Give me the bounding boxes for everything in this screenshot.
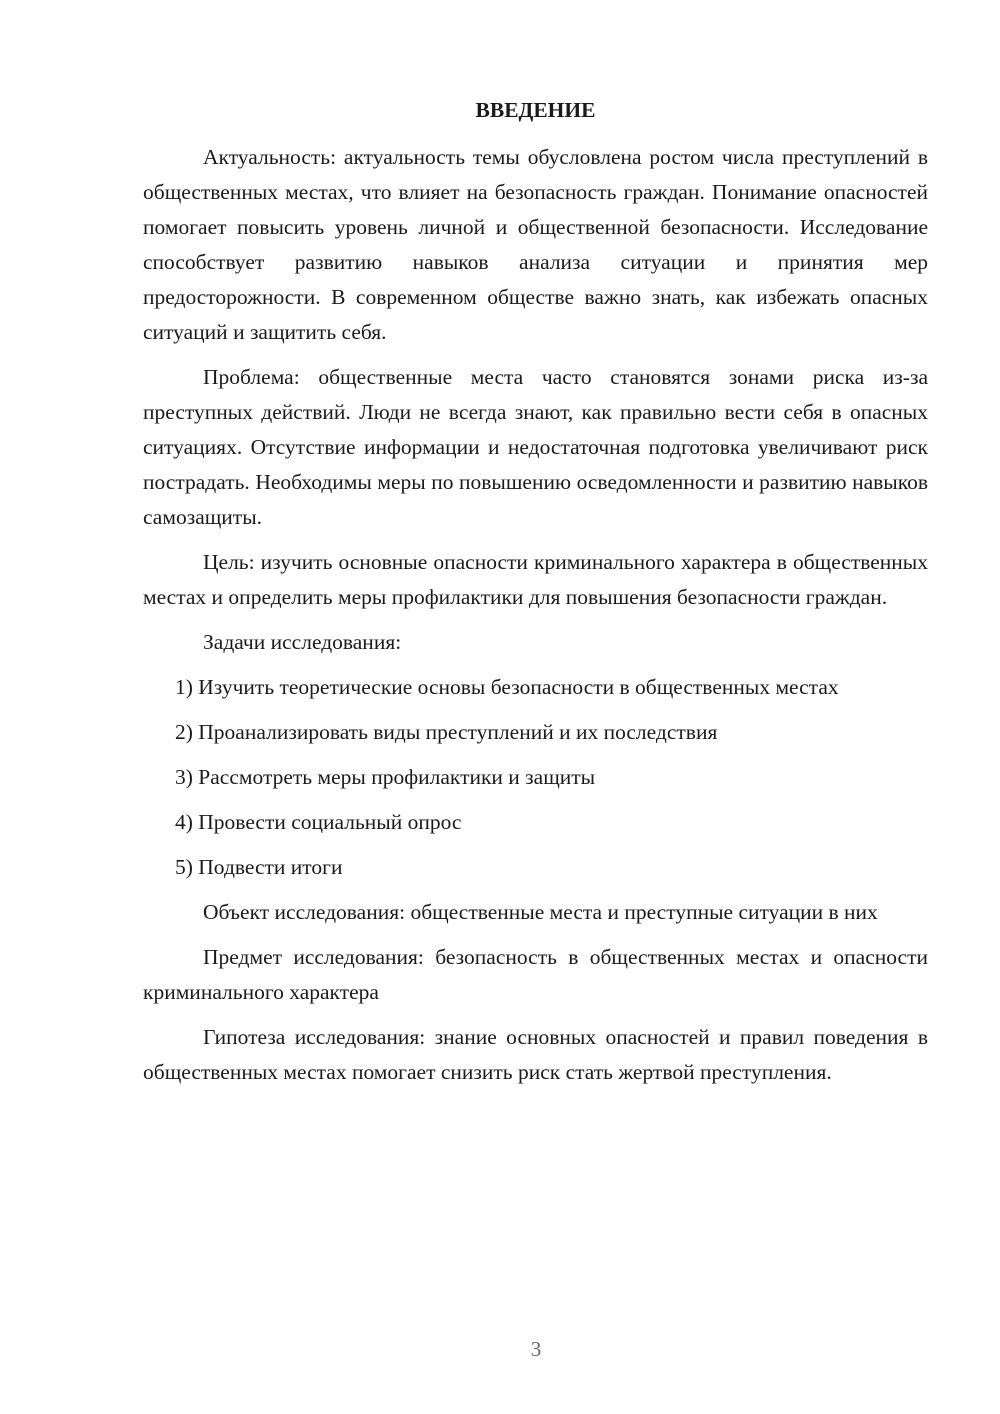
paragraph-hypothesis: Гипотеза исследования: знание основных опасностей и правил поведения в общественных местах помогает снизить риск стать жертвой преступления.: [143, 1025, 928, 1084]
section-title: ВВЕДЕНИЕ: [475, 98, 596, 122]
task-item-1: 1) Изучить теоретические основы безопасности в общественных местах: [175, 675, 839, 699]
paragraph-subject: Предмет исследования: безопасность в общественных местах и опасности криминального характера: [143, 945, 928, 1004]
task-item-4: 4) Провести социальный опрос: [175, 810, 462, 834]
page-number: 3: [530, 1337, 542, 1361]
paragraph-relevance: Актуальность: актуальность темы обусловлена ростом числа преступлений в общественных местах, что влияет на безопасность граждан. Понимание опасностей помогает повысить уровень личной и общественной безопасности. Исследование способствует развитию навыков анализа ситуации и принятия мер предосторожности. В современном обществе важно знать, как избежать опасных ситуаций и защитить себя.: [143, 145, 928, 344]
tasks-heading: Задачи исследования:: [203, 630, 402, 654]
paragraph-object: Объект исследования: общественные места и преступные ситуации в них: [203, 900, 878, 924]
page-content: [143, 93, 928, 1100]
task-item-3: 3) Рассмотреть меры профилактики и защиты: [175, 765, 596, 789]
paragraph-goal: Цель: изучить основные опасности криминального характера в общественных местах и определить меры профилактики для повышения безопасности граждан.: [143, 550, 928, 609]
task-item-2: 2) Проанализировать виды преступлений и их последствия: [175, 720, 718, 744]
paragraph-problem: Проблема: общественные места часто становятся зонами риска из-за преступных действий. Люди не всегда знают, как правильно вести себя в опасных ситуациях. Отсутствие информации и недостаточная подготовка увеличивают риск пострадать. Необходимы меры по повышению осведомленности и развитию навыков самозащиты.: [143, 365, 928, 529]
task-item-5: 5) Подвести итоги: [175, 855, 343, 879]
